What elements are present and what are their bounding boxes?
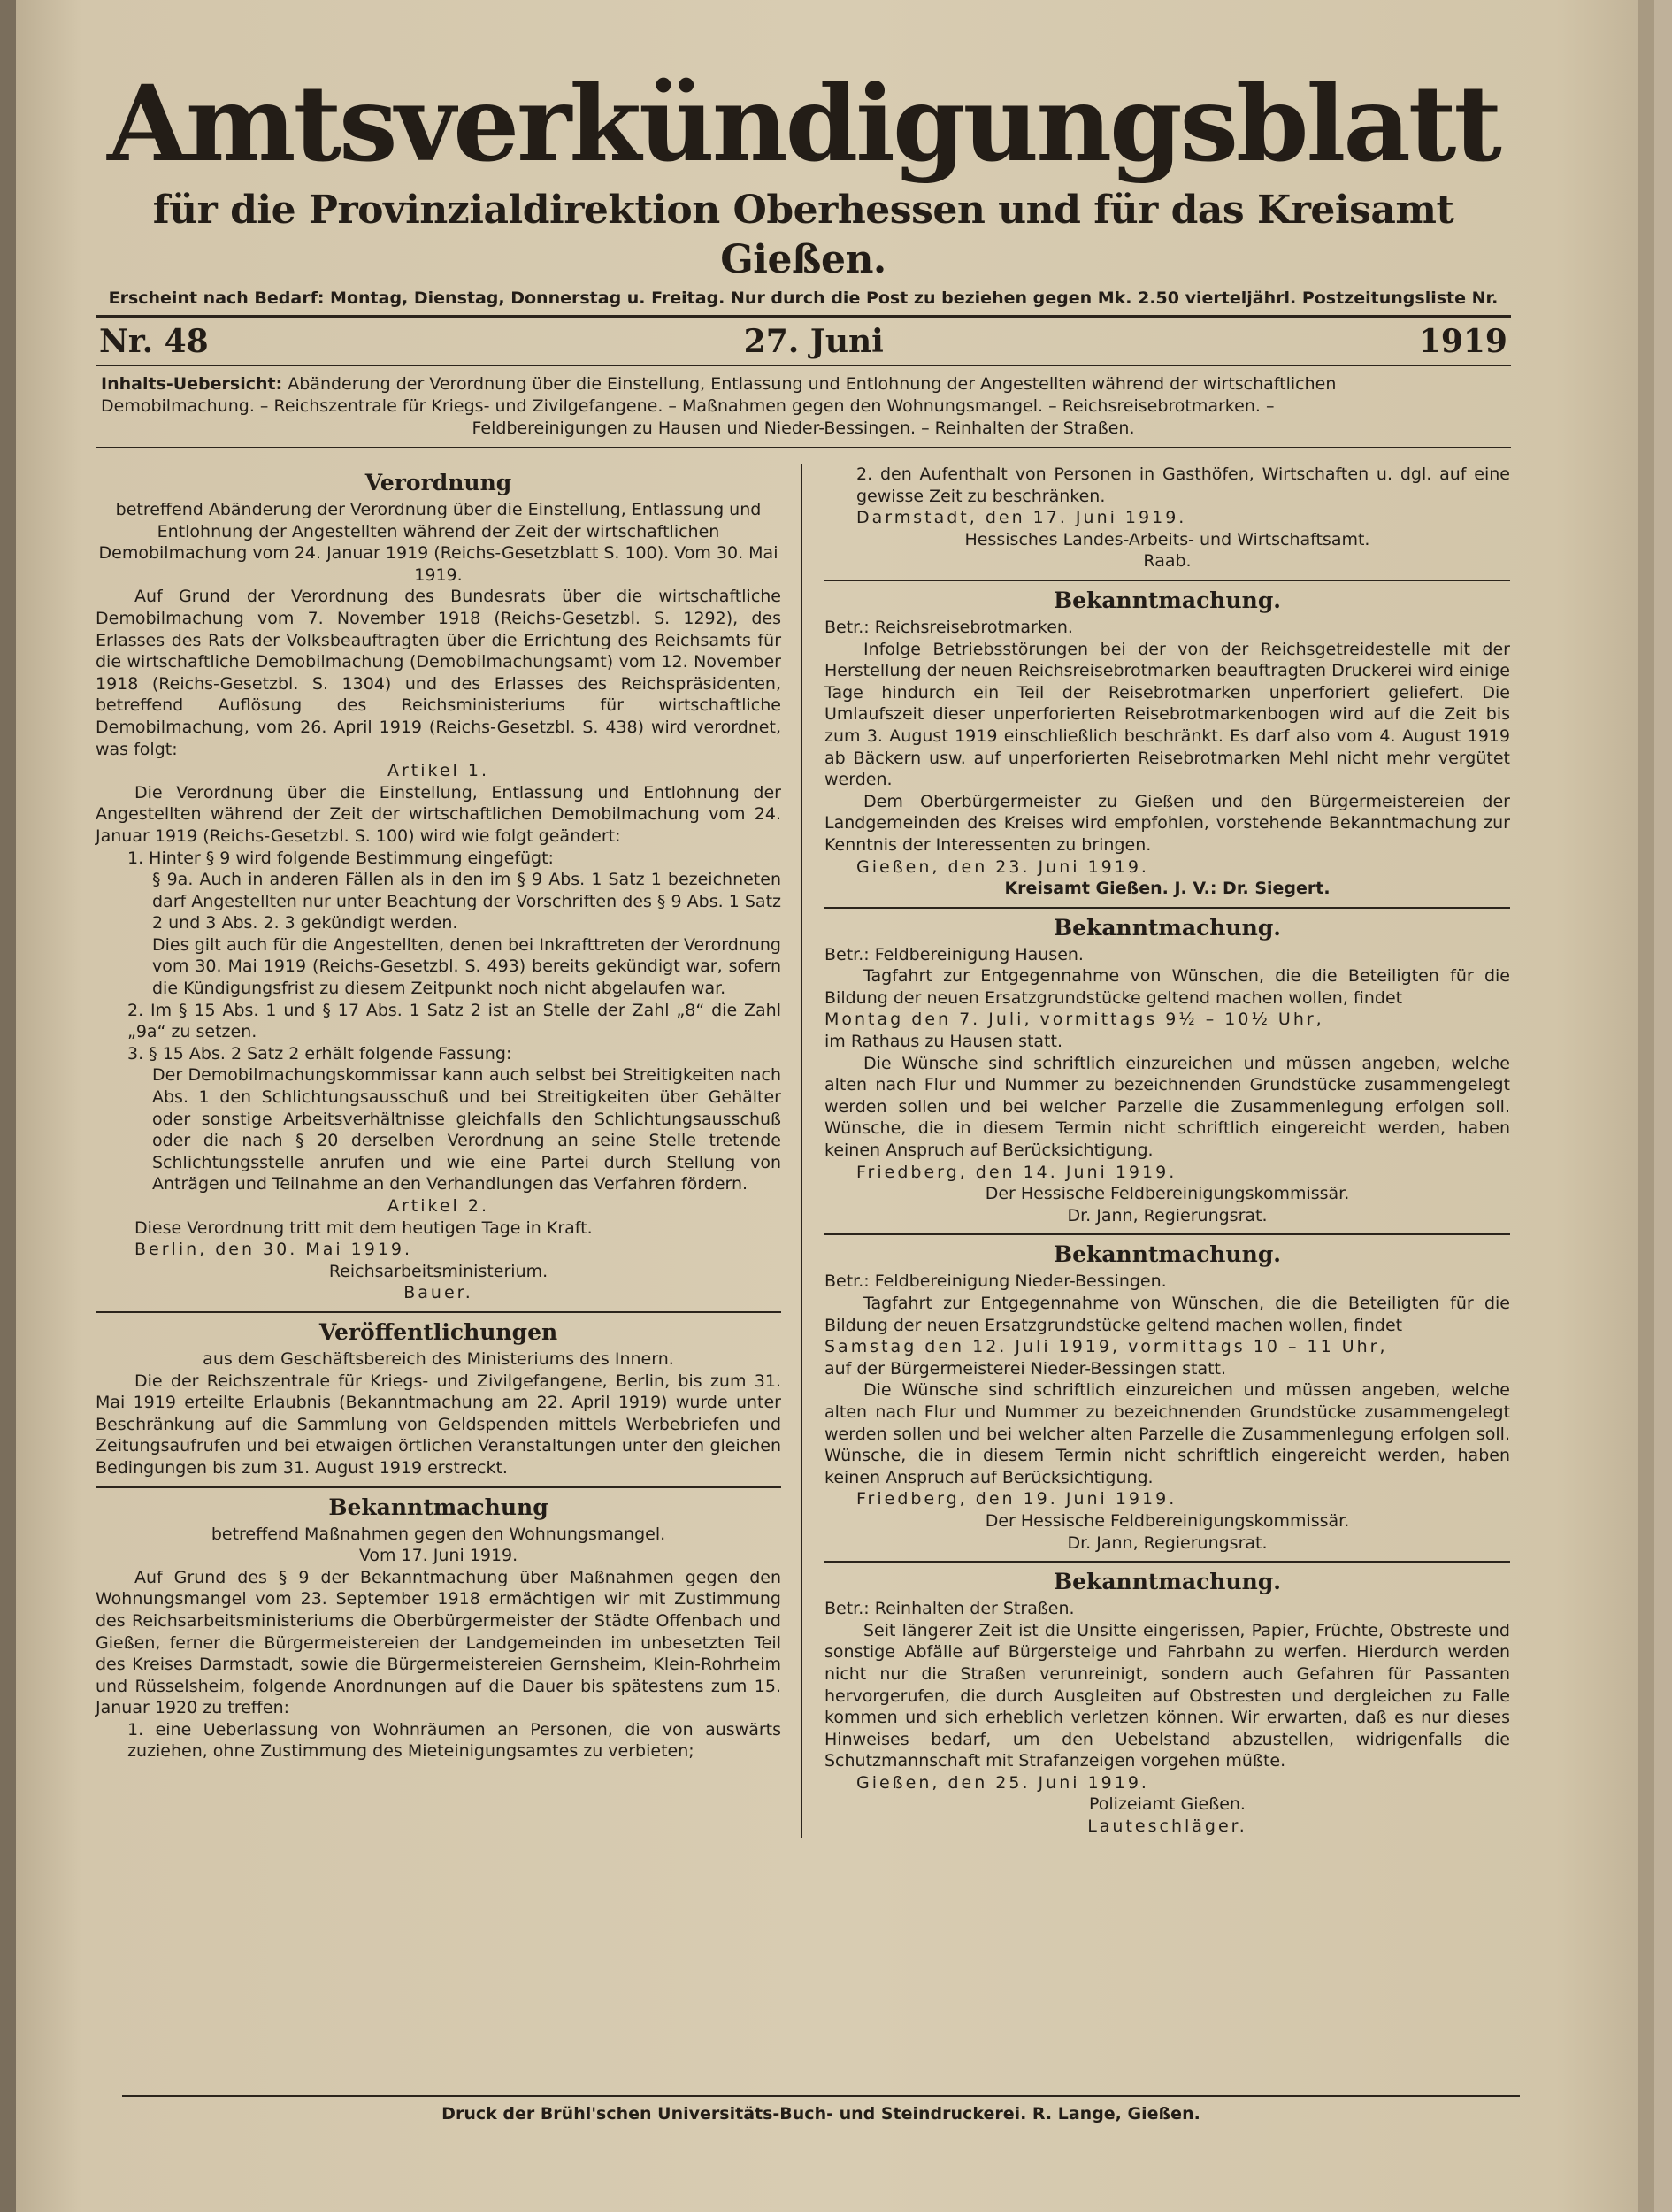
header-rule	[96, 315, 1511, 318]
wohnungsmangel-date: Vom 17. Juni 1919.	[358, 1546, 518, 1566]
nieder-bessingen-title: Bekanntmachung.	[1053, 1241, 1282, 1268]
hausen-signature-name: Dr. Jann, Regierungsrat.	[1067, 1205, 1268, 1225]
article-1-intro: Die Verordnung über die Einstellung, Entlassung und Entlohnung der Angestellten während der Zeit der wirtschaftlichen Demobilmachung vom 24. Januar 1919 (Reichs-Gesetzbl. S. 100) wird wie folgt geändert:	[96, 782, 781, 846]
issue-year: 1919	[1418, 323, 1507, 360]
section-rule	[824, 580, 1510, 581]
left-column	[96, 464, 802, 1838]
toc-line3: Feldbereinigungen zu Hausen und Nieder-Bessingen. – Reinhalten der Straßen.	[472, 419, 1135, 438]
hausen-signature-office: Der Hessische Feldbereinigungskommissär.	[985, 1184, 1350, 1204]
hausen-details: Die Wünsche sind schriftlich einzureichen und müssen angeben, welche alten nach Flur und Nummer zu bezeichnenden Grundstücke zusammengelegt werden sollen und bei welcher Parzelle die Zusammenlegung erfolgen soll. Wünsche, die in diesem Termin nicht schriftlich eingereicht werden, haben keinen Anspruch auf Berücksichtigung.	[824, 1053, 1510, 1161]
nieder-bessingen-details: Die Wünsche sind schriftlich einzureichen und müssen angeben, welche alten nach Flur und Nummer zu bezeichnenden Grundstücke zusammengelegt werden sollen und bei welcher alten Parzelle die Zusammenlegung erfolgen soll. Wünsche, die in diesem Termin nicht schriftlich eingereicht werden, haben keinen Anspruch auf Berücksichtigung.	[824, 1380, 1510, 1487]
wohnungsmangel-text: Auf Grund des § 9 der Bekanntmachung über Maßnahmen gegen den Wohnungsmangel vom 23. September 1918 ermächtigen wir mit Zustimmung des Reichsarbeitsministeriums die Oberbürgermeister der Städte Offenbach und Gießen, ferner die Bürgermeistereien der Landgemeinden im unbesetzten Teil des Kreises Darmstadt, sowie die Bürgermeistereien Gernsheim, Klein-Rohrheim und Rüsselsheim, folgende Anordnungen auf die Dauer bis spätestens zum 15. Januar 1920 zu treffen:	[96, 1567, 781, 1718]
article-1-item-3: 3. § 15 Abs. 2 Satz 2 erhält folgende Fassung:	[127, 1043, 512, 1064]
verordnung-place-date: Berlin, den 30. Mai 1919.	[134, 1240, 413, 1260]
reisebrotmarken-title: Bekanntmachung.	[1053, 587, 1282, 613]
wohnungsmangel-subtitle: betreffend Maßnahmen gegen den Wohnungsmangel.	[211, 1524, 666, 1544]
toc-line2: Demobilmachung. – Reichszentrale für Kriegs- und Zivilgefangene. – Maßnahmen gegen den Wohnungsmangel. – Reichsreisebrotmarken. –	[101, 396, 1275, 416]
veroeffentlichungen-subtitle: aus dem Geschäftsbereich des Ministeriums des Innern.	[203, 1348, 674, 1369]
hausen-appointment: Montag den 7. Juli, vormittags 9½ – 10½ Uhr,	[824, 1010, 1324, 1030]
hausen-text: Tagfahrt zur Entgegennahme von Wünschen, die die Beteiligten für die Bildung der neuen Ersatzgrundstücke geltend machen wollen, findet	[824, 966, 1510, 1008]
wohnungsmangel-item-1: 1. eine Ueberlassung von Wohnräumen an Personen, die von auswärts zuziehen, ohne Zustimmung des Mieteinigungsamtes zu verbieten;	[127, 1719, 781, 1762]
veroeffentlichungen-title: Veröffentlichungen	[318, 1318, 558, 1345]
article-1-item-1b: Dies gilt auch für die Angestellten, denen bei Inkrafttreten der Verordnung vom 30. Mai 1919 (Reichs-Gesetzbl. S. 493) bereits gekündigt war, sofern die Kündigungsfrist zu diesem Zeitpunkt noch nicht abgelaufen war.	[152, 934, 781, 999]
article-2-text: Diese Verordnung tritt mit dem heutigen Tage in Kraft.	[134, 1217, 593, 1238]
masthead-title: Amtsverkündigungsblatt	[107, 62, 1499, 185]
section-rule	[824, 907, 1510, 909]
page-content	[96, 53, 1511, 2124]
strassen-title: Bekanntmachung.	[1053, 1569, 1282, 1595]
issue-rule	[96, 365, 1511, 366]
nieder-bessingen-location: auf der Bürgermeisterei Nieder-Bessingen statt.	[824, 1358, 1227, 1379]
wohnungsmangel-item-2: 2. den Aufenthalt von Personen in Gasthöfen, Wirtschaften u. dgl. auf eine gewisse Zeit zu beschränken.	[856, 465, 1510, 506]
hausen-place-date: Friedberg, den 14. Juni 1919.	[856, 1162, 1177, 1182]
article-1-item-2: 2. Im § 15 Abs. 1 und § 17 Abs. 1 Satz 2 ist an Stelle der Zahl „8“ die Zahl „9a“ zu setzen.	[127, 1000, 781, 1042]
section-rule	[96, 1486, 781, 1488]
verordnung-subtitle: betreffend Abänderung der Verordnung über die Einstellung, Entlassung und Entlohnung der Angestellten während der Zeit der wirtschaftlichen Demobilmachung vom 24. Januar 1919 (Reichs-Gesetzblatt S. 100). Vom 30. Mai 1919.	[98, 500, 778, 585]
issue-row	[96, 321, 1511, 362]
publication-schedule: Erscheint nach Bedarf: Montag, Dienstag, Donnerstag u. Freitag. Nur durch die Post zu beziehen gegen Mk. 2.50 vierteljährl. Postzeitungsliste Nr.	[108, 288, 1499, 308]
left-page-edge	[0, 0, 16, 2212]
article-1-item-1: 1. Hinter § 9 wird folgende Bestimmung eingefügt:	[127, 848, 554, 868]
toc-rule	[96, 447, 1511, 448]
reisebrotmarken-signature: Kreisamt Gießen. J. V.: Dr. Siegert.	[1004, 879, 1331, 899]
printer-imprint: Druck der Brühl'schen Universitäts-Buch- und Steindruckerei. R. Lange, Gießen.	[441, 2104, 1200, 2124]
verordnung-title: Verordnung	[364, 470, 512, 495]
table-of-contents	[96, 370, 1511, 443]
strassen-place-date: Gießen, den 25. Juni 1919.	[856, 1772, 1149, 1793]
nieder-bessingen-signature-name: Dr. Jann, Regierungsrat.	[1067, 1532, 1268, 1553]
wohnungsmangel-place-date: Darmstadt, den 17. Juni 1919.	[856, 508, 1187, 528]
wohnungsmangel-signature-name: Raab.	[1143, 551, 1192, 572]
wohnungsmangel-title: Bekanntmachung	[328, 1494, 548, 1520]
nieder-bessingen-place-date: Friedberg, den 19. Juni 1919.	[856, 1489, 1177, 1509]
right-page-edge	[1638, 0, 1654, 2212]
reisebrotmarken-text: Infolge Betriebsstörungen bei der von der Reichsgetreidestelle mit der Herstellung der neuen Reichsreisebrotmarken beauftragten Druckerei wird einige Tage hindurch ein Teil der Reisebrotmarken unperforiert geliefert. Die Umlaufszeit dieser unperforierten Reisebrotmarkenbogen wird auf die Zeit bis zum 3. August 1919 einschließlich beschränkt. Es darf also vom 4. August 1919 ab Bäckern usw. auf unperforierten Reisebrotmarken Mehl nicht mehr vergütet werden.	[824, 639, 1510, 790]
verordnung-preamble: Auf Grund der Verordnung des Bundesrats über die wirtschaftliche Demobilmachung vom 7. November 1918 (Reichs-Gesetzbl. S. 1292), des Erlasses des Rats der Volksbeauftragten über die Errichtung des Reichsamts für die wirtschaftliche Demobilmachung (Demobilmachungsamt) vom 12. November 1918 (Reichs-Gesetzbl. S. 1304) und des Erlasses des Reichspräsidenten, betreffend Auflösung des Reichsministeriums für wirtschaftliche Demobilmachung, vom 26. April 1919 (Reichs-Gesetzbl. S. 438) wird verordnet, was folgt:	[96, 587, 781, 759]
nieder-bessingen-appointment: Samstag den 12. Juli 1919, vormittags 10 – 11 Uhr,	[824, 1337, 1388, 1357]
hausen-subject: Betr.: Feldbereinigung Hausen.	[824, 944, 1084, 964]
article-1-item-1a: § 9a. Auch in anderen Fällen als in den im § 9 Abs. 1 Satz 1 bezeichneten darf Angestellten nur unter Beachtung der Vorschriften des § 9 Abs. 1 Satz 2 und 3 Abs. 2. 3 gekündigt werden.	[152, 870, 781, 933]
wohnungsmangel-signature-office: Hessisches Landes-Arbeits- und Wirtschaftsamt.	[964, 529, 1370, 549]
nieder-bessingen-text: Tagfahrt zur Entgegennahme von Wünschen, die die Beteiligten für die Bildung der neuen Ersatzgrundstücke geltend machen wollen, findet	[824, 1294, 1510, 1335]
section-rule	[824, 1233, 1510, 1235]
article-1-item-3a: Der Demobilmachungskommissar kann auch selbst bei Streitigkeiten nach Abs. 1 den Schlichtungsausschuß und bei Streitigkeiten über Gehälter oder sonstige Arbeitsverhältnisse gleichfalls den Schlichtungsausschuß oder die nach § 20 derselben Verordnung an seine Stelle tretende Schlichtungsstelle anrufen und wie eine Partei durch Stellung von Anträgen und Teilnahme an den Verhandlungen das Verfahren fördern.	[152, 1065, 781, 1194]
issue-number: Nr. 48	[99, 323, 209, 360]
issue-date: 27. Juni	[743, 323, 884, 360]
reisebrotmarken-subject: Betr.: Reichsreisebrotmarken.	[824, 617, 1073, 637]
strassen-signature-office: Polizeiamt Gießen.	[1089, 1794, 1246, 1815]
verordnung-signature-name: Bauer.	[403, 1283, 473, 1303]
article-2-heading: Artikel 2.	[387, 1196, 489, 1216]
strassen-signature-name: Lauteschläger.	[1087, 1816, 1247, 1837]
toc-label: Inhalts-Uebersicht:	[101, 374, 283, 394]
strassen-text: Seit längerer Zeit ist die Unsitte eingerissen, Papier, Früchte, Obstreste und sonstige Abfälle auf Bürgersteige und Fahrbahn zu werfen. Hierdurch werden nicht nur die Straßen verunreinigt, sondern auch Gefahren für Passanten hervorgerufen, die durch Ausgleiten auf Obstresten und dergleichen zu Falle kommen und sich erheblich verletzen können. Wir erwarten, daß es nur dieses Hinweises bedarf, um den Uebelstand abzustellen, widrigenfalls die Schutzmannschaft mit Strafanzeigen vorgehen müßte.	[824, 1620, 1510, 1771]
veroeffentlichungen-text: Die der Reichszentrale für Kriegs- und Zivilgefangene, Berlin, bis zum 31. Mai 1919 erteilte Erlaubnis (Bekanntmachung am 22. April 1919) wurde unter Beschränkung auf die Sammlung von Geldspenden mittels Werbebriefen und Zeitungsaufrufen und bei etwaigen örtlichen Veranstaltungen unter den gleichen Bedingungen bis zum 31. August 1919 erstreckt.	[96, 1371, 781, 1478]
nieder-bessingen-signature-office: Der Hessische Feldbereinigungskommissär.	[985, 1510, 1350, 1531]
article-1-heading: Artikel 1.	[387, 761, 489, 781]
hausen-location: im Rathaus zu Hausen statt.	[824, 1032, 1062, 1052]
verordnung-signature-ministry: Reichsarbeitsministerium.	[328, 1261, 548, 1281]
toc-line1: Abänderung der Verordnung über die Einstellung, Entlassung und Entlohnung der Angestellten während der wirtschaftlichen	[288, 374, 1337, 394]
reisebrotmarken-place-date: Gießen, den 23. Juni 1919.	[856, 856, 1149, 877]
article-columns	[96, 464, 1511, 1838]
strassen-subject: Betr.: Reinhalten der Straßen.	[824, 1599, 1075, 1619]
hausen-title: Bekanntmachung.	[1053, 914, 1282, 941]
newspaper-sheet	[16, 0, 1654, 2212]
masthead-subtitle: für die Provinzialdirektion Oberhessen und für das Kreisamt Gießen.	[152, 188, 1454, 282]
right-column	[802, 464, 1510, 1838]
reisebrotmarken-recommendation: Dem Oberbürgermeister zu Gießen und den Bürgermeistereien der Landgemeinden des Kreises wird empfohlen, vorstehende Bekanntmachung zur Kenntnis der Interessenten zu bringen.	[824, 791, 1510, 855]
section-rule	[824, 1561, 1510, 1563]
section-rule	[96, 1311, 781, 1313]
nieder-bessingen-subject: Betr.: Feldbereinigung Nieder-Bessingen.	[824, 1271, 1167, 1292]
footer-rule	[122, 2095, 1520, 2097]
